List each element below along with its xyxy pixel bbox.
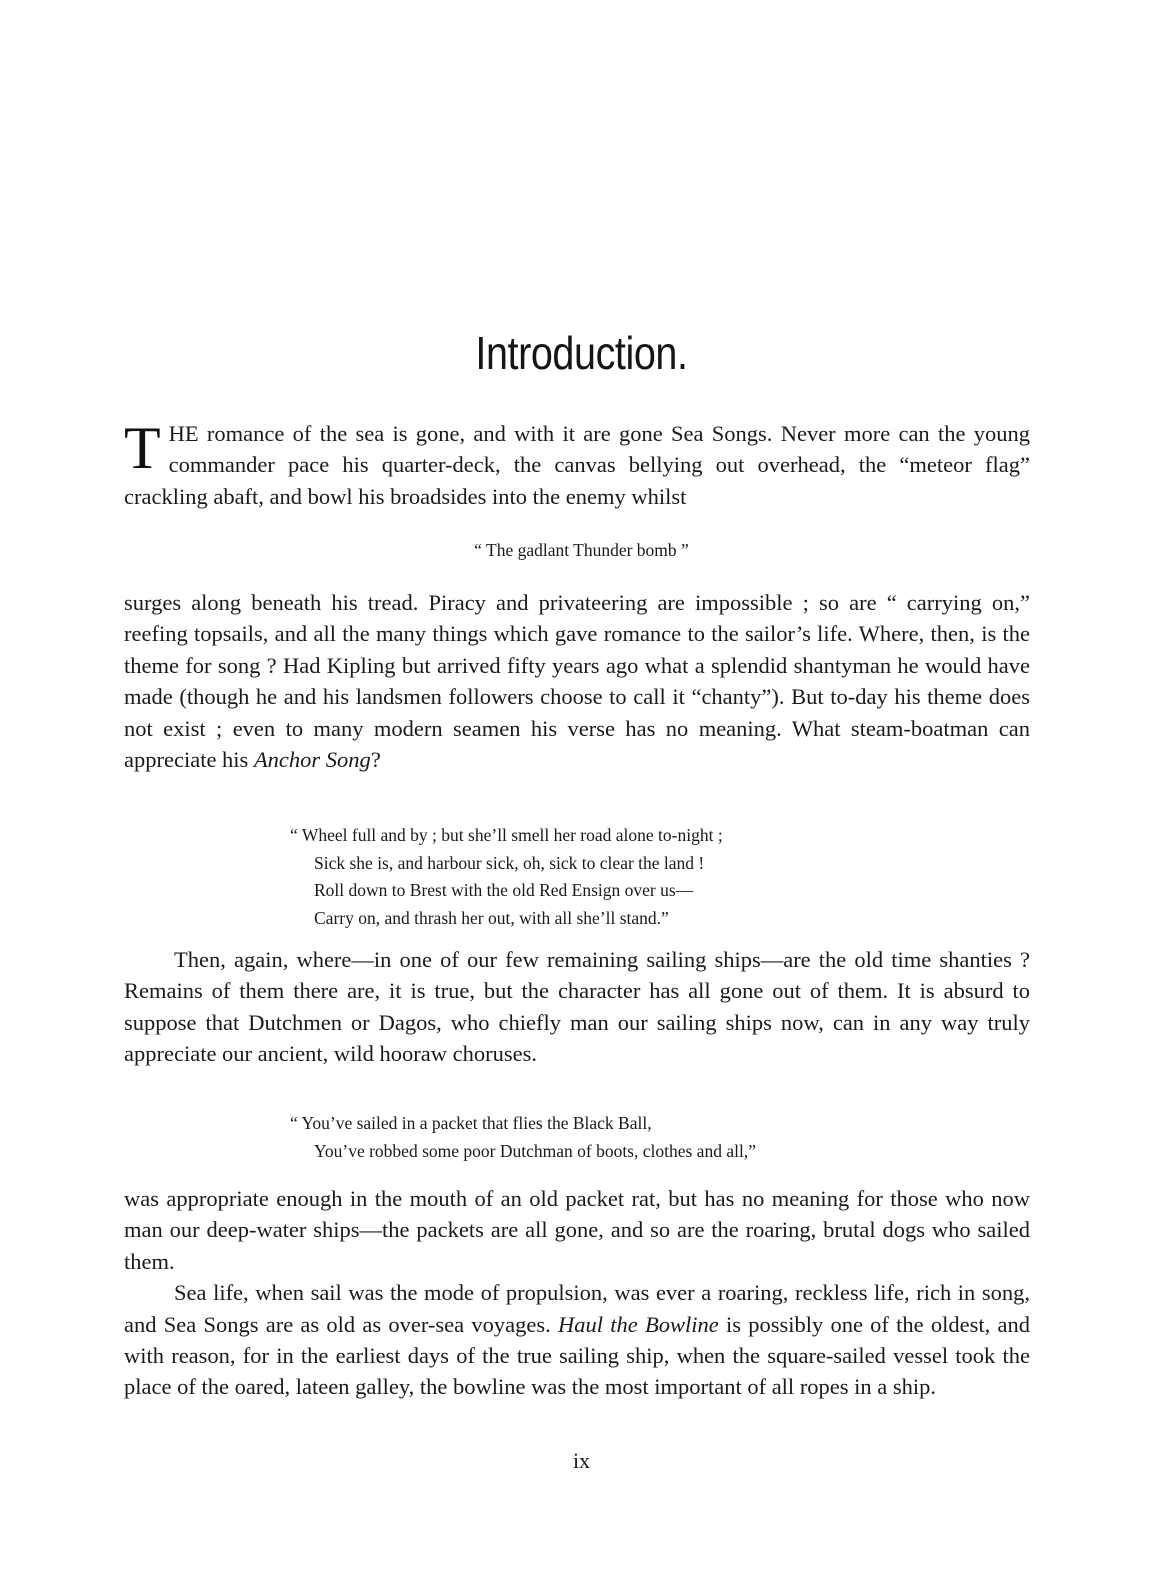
- verse-black-ball: [290, 1110, 910, 1165]
- quote-thunder-bomb: “ The gadlant Thunder bomb ”: [474, 540, 689, 560]
- page-number: ix: [572, 1448, 591, 1473]
- verse-line: Sick she is, and harbour sick, oh, sick to clear the land !: [314, 852, 705, 873]
- page-title: Introduction.: [475, 327, 688, 379]
- verse-anchor-song: [290, 822, 910, 932]
- verse-line: “ Wheel full and by ; but she’ll smell her road alone to-night ;: [290, 825, 723, 845]
- paragraph-surges: [124, 587, 1030, 775]
- paragraph-surges-text: surges along beneath his tread. Piracy and privateering are impossible ; so are “ carrying on,” reefing topsails, and all the many things which gave romance to the sailor’s life. Where, then, is the theme for song ? Had Kipling but arrived fifty years ago what a splendid shantyman he would have made (though he and his landsmen followers choose to call it “chanty”). But to-day his theme does not exist ; even to many modern seamen his verse has no meaning. What steam-boatman can appreciate his: [124, 590, 1030, 773]
- first-paragraph: [124, 415, 1030, 512]
- haul-the-bowline-title: Haul the Bowline: [557, 1311, 719, 1337]
- paragraph-surges-end: ?: [370, 747, 381, 773]
- paragraph-sea-life: [124, 1277, 1030, 1403]
- verse-line: You’ve robbed some poor Dutchman of boots, clothes and all,”: [314, 1140, 756, 1161]
- paragraph-sea-life-end: is possibly one of the oldest, and with reason, for in the earliest days of the true sailing ship, when the square-sailed vessel took the place of the oared, lateen galley, the bowline was the most important of all ropes in a ship.: [124, 1311, 1030, 1400]
- paragraph-sea-life-text: Sea life, when sail was the mode of propulsion, was ever a roaring, reckless life, rich in song, and Sea Songs are as old as over-sea voyages.: [124, 1280, 1030, 1337]
- paragraph-shanties: [124, 944, 1030, 1070]
- paragraphs-closing: [124, 1183, 1030, 1403]
- verse-line: Carry on, and thrash her out, with all she’ll stand.”: [314, 907, 669, 928]
- verse-line: “ You’ve sailed in a packet that flies the Black Ball,: [290, 1113, 652, 1133]
- drop-cap: T: [124, 415, 161, 481]
- paragraph-packet-rat: was appropriate enough in the mouth of an old packet rat, but has no meaning for those who now man our deep-water ships—the packets are all gone, and so are the roaring, brutal dogs who sailed them.: [124, 1186, 1030, 1274]
- first-paragraph-text: HE romance of the sea is gone, and with it are gone Sea Songs. Never more can the young commander pace his quarter-deck, the canvas bellying out overhead, the “meteor flag” crackling abaft, and bowl his broadsides into the enemy whilst: [124, 421, 1030, 509]
- intro-paragraph: [124, 415, 1030, 512]
- paragraph-shanties-text: Then, again, where—in one of our few remaining sailing ships—are the old time shanties ? Remains of them there are, it is true, but the character has all gone out of them. It is absurd to suppose that Dutchmen or Dagos, who chiefly man our sailing ships now, can in any way truly appreciate our ancient, wild hooraw choruses.: [124, 947, 1030, 1067]
- verse-line: Roll down to Brest with the old Red Ensign over us—: [314, 880, 694, 900]
- anchor-song-title: Anchor Song: [253, 747, 371, 773]
